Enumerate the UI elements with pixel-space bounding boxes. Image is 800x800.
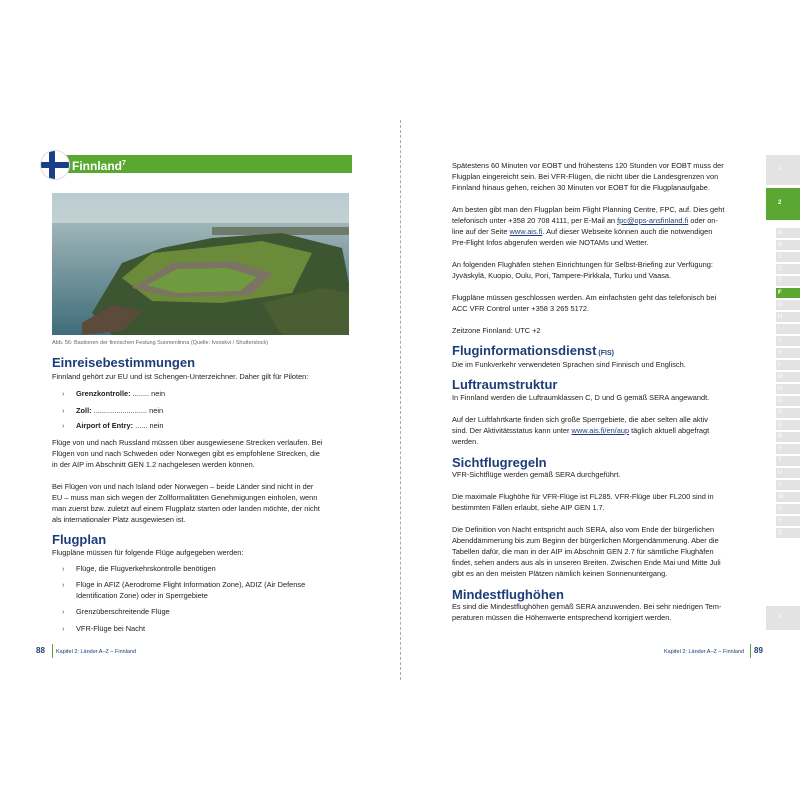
right-p1-l1: Spätestens 60 Minuten vor EOBT und frühestens 120 Stunden vor EOBT muss der — [452, 161, 724, 170]
chevron-right-icon: › — [62, 421, 65, 430]
ais-link[interactable]: www.ais.fi — [509, 227, 543, 236]
footer-divider — [750, 644, 751, 658]
letter-tab-b[interactable]: B — [776, 240, 800, 251]
right-p4-l2: ACC VFR Control unter +358 3 265 5172. — [452, 304, 590, 313]
letter-tab-x[interactable]: X — [776, 504, 800, 515]
letter-tab-n[interactable]: N — [776, 384, 800, 395]
right-p1-l2: Flugplan eingereicht sein. Bei VFR-Flügen, die nicht über die Landesgrenzen von — [452, 172, 719, 181]
letter-tab-y[interactable]: Y — [776, 516, 800, 527]
chevron-right-icon: › — [62, 406, 65, 415]
letter-tab-e[interactable]: E — [776, 276, 800, 287]
letter-tab-r[interactable]: R — [776, 432, 800, 443]
right-p4-l1: Flugpläne müssen geschlossen werden. Am einfachsten geht das telefonisch bei — [452, 293, 717, 302]
finland-flag-icon — [40, 150, 70, 180]
letter-tab-q[interactable]: Q — [776, 420, 800, 431]
einreise-p2-l2: EU – muss man sich wegen der Zollformalitäten Genehmigungen einholen, wenn — [52, 493, 318, 502]
list-item: › Airport of Entry: ...... nein — [62, 421, 164, 430]
right-p3-l2: Jyväskylä, Kuopio, Oulu, Pori, Tampere-Pirkkala, Turku und Vaasa. — [452, 271, 672, 280]
einreise-p2-l4: als internationaler Platz ausgewiesen ist. — [52, 515, 186, 524]
einreise-p1-l2: Flügen von und nach Schweden oder Norwegen gibt es empfohlene Strecken, die — [52, 449, 320, 458]
sicht-p3-l2: Abenddämmerung bis zum Beginn der bürgerlichen Morgendämmerung. Aber die — [452, 536, 719, 545]
heading-sichtflug: Sichtflugregeln — [452, 455, 547, 470]
letter-tab-t[interactable]: T — [776, 456, 800, 467]
heading-mindestflughoehen: Mindestflughöhen — [452, 587, 564, 602]
chevron-right-icon: › — [62, 580, 65, 589]
footer-divider — [52, 644, 53, 658]
chapter-tab-2[interactable]: 2 — [766, 188, 800, 220]
sicht-p3-l4: findet, sehen anders aus als in unseren Breiten. Zwischen Ende Mai und Mitte Juli — [452, 558, 721, 567]
list-item: › VFR-Flüge bei Nacht — [62, 624, 146, 633]
heading-luftraum: Luftraumstruktur — [452, 377, 558, 392]
sicht-p2-l1: Die maximale Flughöhe für VFR-Flüge ist FL285. VFR-Flüge über FL200 sind in — [452, 492, 714, 501]
running-footer-right: Kapitel 2: Länder A–Z – Finnland — [664, 649, 745, 655]
letter-tab-p[interactable]: P — [776, 408, 800, 419]
time-zone-line: Zeitzone Finnland: UTC +2 — [452, 326, 541, 335]
heading-fis: Fluginformationsdienst (FIS) — [452, 343, 614, 358]
fpc-email-link[interactable]: fpc@ops-ansfinland.fi — [617, 216, 689, 225]
letter-tab-g[interactable]: G — [776, 300, 800, 311]
photo-caption: Abb. 56: Bastionen der finnischen Festung Suomenlinna (Quelle: Ivsoskvi / Shutterstock) — [52, 340, 269, 346]
letter-tab-o[interactable]: O — [776, 396, 800, 407]
einreise-p2-l3: man zuerst bzw. zuletzt auf einem Flugplatz starten oder landen möchte, der nicht — [52, 504, 320, 513]
list-item: › Grenzüberschreitende Flüge — [62, 607, 170, 616]
list-item: › Flüge, die Flugverkehrskontrolle benötigen — [62, 564, 216, 573]
luft-p2-l1: Auf der Luftfahrtkarte finden sich große Sperrgebiete, die aber selten alle aktiv — [452, 415, 708, 424]
heading-einreise: Einreisebestimmungen — [52, 355, 196, 370]
letter-tab-h[interactable]: H — [776, 312, 800, 323]
right-p3-l1: An folgenden Flughäfen stehen Einrichtungen für Selbst-Briefing zur Verfügung: — [452, 260, 713, 269]
einreise-p1-l3: in der AIP im Abschnitt GEN 1.2 nachgelesen werden können. — [52, 460, 255, 469]
chevron-right-icon: › — [62, 389, 65, 398]
luft-p2-l2: sind. Der Aktivitätsstatus kann unter www.ais.fi/en/aup täglich aktuell abgefragt — [452, 426, 710, 435]
sicht-p3-l1: Die Definition von Nacht entspricht auch SERA, also vom Ende der bürgerlichen — [452, 525, 715, 534]
chevron-right-icon: › — [62, 564, 65, 573]
page-number-right: 89 — [754, 646, 763, 655]
list-item-continuation: Identification Zone) oder in Sperrgebiete — [76, 591, 208, 600]
sicht-p3-l5: gibt es an den meisten Plätzen nämlich keinen Sonnenuntergang. — [452, 569, 668, 578]
einreise-intro: Finnland gehört zur EU und ist Schengen-Unterzeichner. Daher gilt für Piloten: — [52, 372, 309, 381]
list-item: › Flüge in AFIZ (Aerodrome Flight Information Zone), ADIZ (Air Defense — [62, 580, 306, 589]
fis-text: Die im Funkverkehr verwendeten Sprachen sind Finnisch und Englisch. — [452, 360, 686, 369]
letter-tab-m[interactable]: M — [776, 372, 800, 383]
sicht-p3-l3: Tabellen dafür, die man in der AIP im Abschnitt GEN 2.7 für sämtliche Flughäfen — [452, 547, 714, 556]
page-fold — [400, 120, 401, 680]
letter-tab-f[interactable]: F — [776, 288, 800, 299]
right-p2-l2: telefonisch unter +358 20 708 4111, per E-Mail an fpc@ops-ansfinland.fi oder on- — [452, 216, 718, 225]
letter-tab-v[interactable]: V — [776, 480, 800, 491]
chevron-right-icon: › — [62, 624, 65, 633]
letter-tab-j[interactable]: J — [776, 336, 800, 347]
running-footer-left: Kapitel 2: Länder A–Z – Finnland — [56, 649, 137, 655]
letter-tab-a[interactable]: A — [776, 228, 800, 239]
luft-text: In Finnland werden die Luftraumklassen C, D und G gemäß SERA angewandt. — [452, 393, 710, 402]
einreise-p2-l1: Bei Flügen von und nach Island oder Norwegen – beide Länder sind nicht in der — [52, 482, 314, 491]
letter-tab-d[interactable]: D — [776, 264, 800, 275]
sicht-text: VFR-Sichtflüge werden gemäß SERA durchgeführt. — [452, 470, 621, 479]
list-item: › Grenzkontrolle: ........ nein — [62, 389, 166, 398]
letter-tab-c[interactable]: C — [776, 252, 800, 263]
luft-p2-l3: werden. — [452, 437, 479, 446]
mind-l1: Es sind die Mindestflughöhen gemäß SERA anzuwenden. Bei sehr niedrigen Tem- — [452, 602, 722, 611]
right-p1-l3: Finnland hinaus gehen, reichen 30 Minuten vor EOBT für die Flugplanaufgabe. — [452, 183, 710, 192]
fortress-photo — [52, 193, 349, 335]
aup-link[interactable]: www.ais.fi/en/aup — [571, 426, 630, 435]
page-number-left: 88 — [36, 646, 45, 655]
letter-tab-k[interactable]: K — [776, 348, 800, 359]
right-p2-l4: Pre-Flight Infos abgerufen werden wie NOTAMs und Wetter. — [452, 238, 649, 247]
sicht-p2-l2: bestimmten Fällen erlaubt, siehe AIP GEN 1.7. — [452, 503, 605, 512]
mind-l2: peraturen müssen die Höhenwerte entsprechend korrigiert werden. — [452, 613, 672, 622]
letter-tab-z[interactable]: Z — [776, 528, 800, 539]
right-p2-l1: Am besten gibt man den Flugplan beim Flight Planning Centre, FPC, auf. Dies geht — [452, 205, 725, 214]
letter-tab-s[interactable]: S — [776, 444, 800, 455]
right-p2-l3: line auf der Seite www.ais.fi. Auf dieser Webseite können auch die notwendigen — [452, 227, 713, 236]
letter-tab-w[interactable]: W — [776, 492, 800, 503]
list-item: › Zoll: .......................... nein — [62, 406, 164, 415]
heading-flugplan: Flugplan — [52, 532, 107, 547]
chapter-tab-3[interactable]: 3 — [766, 606, 800, 630]
chapter-tab-1[interactable]: 1 — [766, 155, 800, 185]
letter-tab-u[interactable]: U — [776, 468, 800, 479]
section-title: Finnland$^7$ — [72, 159, 126, 173]
flugplan-intro: Flugpläne müssen für folgende Flüge aufgegeben werden: — [52, 548, 244, 557]
chevron-right-icon: › — [62, 607, 65, 616]
letter-tab-i[interactable]: I — [776, 324, 800, 335]
einreise-p1-l1: Flüge von und nach Russland müssen über ausgewiesene Strecken verlaufen. Bei — [52, 438, 323, 447]
letter-tab-l[interactable]: L — [776, 360, 800, 371]
